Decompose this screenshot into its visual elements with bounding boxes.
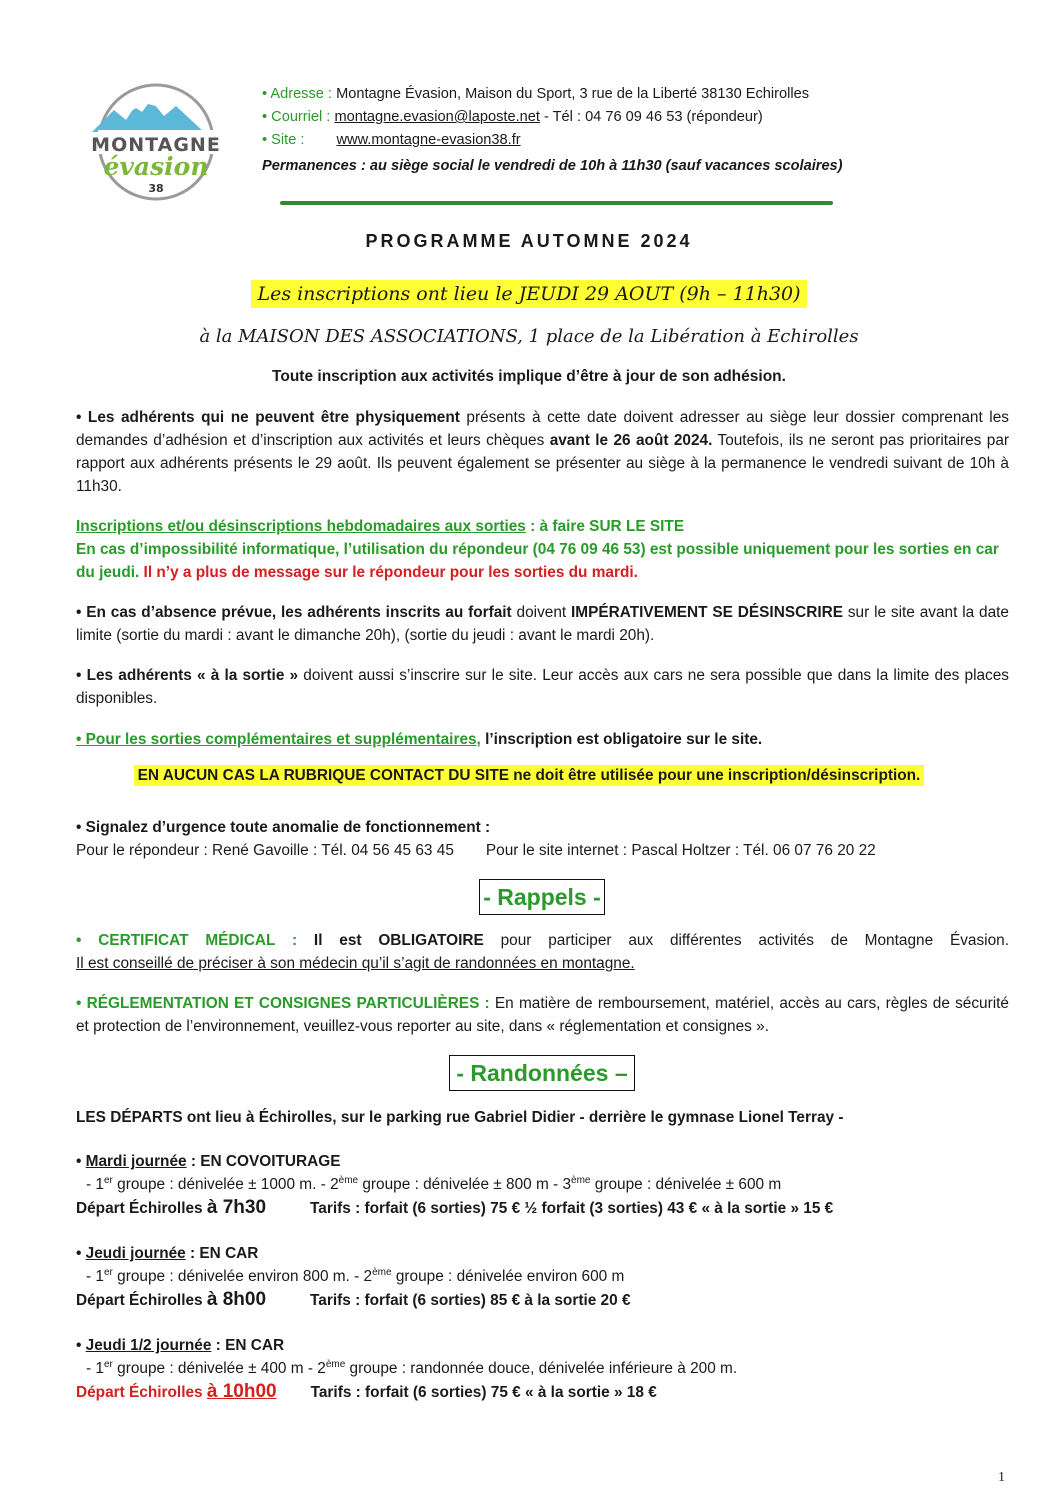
header-divider [280, 201, 833, 205]
p7-bold: Il est OBLIGATOIRE [297, 932, 484, 949]
paragraph-absent-members [76, 406, 1009, 498]
inscription-date-text: Les inscriptions ont lieu le JEUDI 29 AOUT (9h – 11h30) [251, 280, 806, 308]
email-link[interactable]: montagne.evasion@laposte.net [334, 109, 540, 125]
p7-green: • CERTIFICAT MÉDICAL : [76, 932, 298, 949]
jeudi-demi-depart-time: à 10h00 [206, 1381, 277, 1402]
p1-text-2: Toutefois, ils ne seront pas prioritaires par rapport aux adhérents présents le 29 août. Ils peuvent également se présenter au siège à la permanence le vendredi suivant de 10h à 11h30. [76, 432, 1010, 495]
paragraph-reglementation [76, 992, 1009, 1038]
jeudi-section: • Jeudi journée : EN CAR - 1er groupe : dénivelée environ 800 m. - 2ème groupe : dénivelée environ 600 m Départ Échirolles à 8h00 Tarifs : forfait (6 sorties) 85 € à la sortie 20 € [76, 1242, 1009, 1312]
jeudi-demi-heading: Jeudi 1/2 journée [85, 1337, 212, 1354]
paragraph-certificat [76, 929, 1009, 975]
p2-text: En cas d’impossibilité informatique, l’utilisation du répondeur (04 76 09 46 53) est possible uniquement pour les sorties en car du jeudi. [76, 541, 999, 581]
montagne-evasion-logo [84, 82, 228, 202]
jeudi-demi-section: • Jeudi 1/2 journée : EN CAR - 1er groupe : dénivelée ± 400 m - 2ème groupe : randonnée douce, dénivelée inférieure à 200 m. Départ Échirolles à 10h00 Tarifs : forfait (6 sorties) 75 € « à la sortie » 18 € [76, 1334, 1009, 1404]
p8-text: En matière de remboursement, matériel, accès au cars, règles de sécurité et protection de l’environnement, veuillez-vous reporter au site, dans « réglementation et consignes ». [76, 995, 1009, 1035]
adhesion-note: Toute inscription aux activités implique d’être à jour de son adhésion. [272, 368, 786, 385]
p1-text: présents à cette date doivent adresser au siège leur dossier comprenant les demandes d’adhésion et d’inscription aux activités et leurs chèques [76, 409, 1009, 449]
jeudi-tarifs: Tarifs : forfait (6 sorties) 85 € à la sortie 20 € [310, 1292, 631, 1309]
paragraph-anomalies [76, 816, 1009, 862]
jeudi-groups: - 1er groupe : dénivelée environ 800 m. - 2ème groupe : dénivelée environ 600 m [86, 1266, 625, 1285]
p1-bold: • Les adhérents qui ne peuvent être physiquement [76, 409, 460, 426]
departs-text: LES DÉPARTS ont lieu à Échirolles, sur le parking rue Gabriel Didier - derrière le gymnase Lionel Terray - [76, 1109, 844, 1126]
p4-bold: • Les adhérents « à la sortie » [76, 667, 299, 684]
address-label: • Adresse : [262, 86, 333, 102]
phone-text: - Tél : 04 76 09 46 53 (répondeur) [539, 109, 763, 125]
email-label: • Courriel : [262, 109, 331, 125]
site-label: • Site : [262, 132, 305, 148]
mardi-depart: Départ Échirolles à 7h30 Tarifs : forfait (6 sorties) 75 € ½ forfait (3 sorties) 43 € « à la sortie » 15 € [76, 1197, 834, 1218]
p3-text-2: sur le site avant la date limite (sortie du mardi : avant le dimanche 20h), (sortie du jeudi : avant le mardi 20h). [76, 604, 1009, 644]
address-line [262, 83, 843, 106]
paragraph-weekly-inscriptions [76, 515, 1009, 584]
mardi-tarifs: Tarifs : forfait (6 sorties) 75 € ½ forfait (3 sorties) 43 € « à la sortie » 15 € [310, 1200, 834, 1217]
permanences-text: Permanences : au siège social le vendredi de 10h à 11h30 (sauf vacances scolaires) [262, 158, 843, 174]
email-line [262, 106, 843, 129]
jeudi-demi-tarifs: Tarifs : forfait (6 sorties) 75 € « à la sortie » 18 € [310, 1384, 657, 1401]
p7-text: pour participer aux différentes activités de Montagne Évasion. [483, 932, 1009, 949]
p6-repondeur: Pour le répondeur : René Gavoille : Tél. 04 56 45 63 45 [76, 842, 454, 859]
page-number: 1 [998, 1470, 1005, 1485]
logo-text-38: 38 [148, 182, 164, 195]
p7-underlined: Il est conseillé de préciser à son médecin qu’il s’agit de randonnées en montagne. [76, 955, 635, 972]
p5-text: l’inscription est obligatoire sur le site. [480, 731, 763, 748]
inscription-place: à la MAISON DES ASSOCIATIONS, 1 place de la Libération à Echirolles [199, 326, 859, 347]
site-line [262, 129, 843, 152]
inscription-date [0, 283, 1058, 305]
jeudi-depart-time: à 8h00 [206, 1289, 267, 1310]
p3-text: doivent [511, 604, 572, 621]
site-link[interactable]: www.montagne-evasion38.fr [336, 132, 521, 148]
paragraph-absence [76, 601, 1009, 647]
p2-heading-suffix: : à faire SUR LE SITE [525, 518, 685, 535]
mardi-mode: : EN COVOITURAGE [186, 1153, 341, 1170]
p3-bold: • En cas d’absence prévue, les adhérents inscrits au forfait [76, 604, 512, 621]
p8-green: • RÉGLEMENTATION ET CONSIGNES PARTICULIÈRES : [76, 995, 490, 1012]
address-value: Montagne Évasion, Maison du Sport, 3 rue de la Liberté 38130 Echirolles [336, 86, 810, 102]
randonnees-heading: - Randonnées – [449, 1055, 635, 1091]
mardi-section: • Mardi journée : EN COVOITURAGE - 1er groupe : dénivelée ± 1000 m. - 2ème groupe : dénivelée ± 800 m - 3ème groupe : dénivelée ± 600 m Départ Échirolles à 7h30 Tarifs : forfait (6 sorties) 75 € ½ forfait (3 sorties) 43 € « à la sortie » 15 € [76, 1150, 1009, 1220]
paragraph-a-la-sortie [76, 664, 1009, 710]
jeudi-demi-groups: - 1er groupe : dénivelée ± 400 m - 2ème groupe : randonnée douce, dénivelée inférieure à 200 m. [86, 1358, 738, 1377]
p5-green: • Pour les sorties complémentaires et supplémentaires, [76, 731, 481, 748]
p2-heading: Inscriptions et/ou désinscriptions hebdomadaires aux sorties [76, 518, 526, 535]
contact-block [262, 83, 843, 178]
jeudi-depart: Départ Échirolles à 8h00 Tarifs : forfait (6 sorties) 85 € à la sortie 20 € [76, 1289, 631, 1310]
paragraph-complementary [76, 728, 1009, 751]
mardi-heading: Mardi journée [85, 1153, 187, 1170]
mardi-groups: - 1er groupe : dénivelée ± 1000 m. - 2ème groupe : dénivelée ± 800 m - 3ème groupe : dénivelée ± 600 m [86, 1174, 782, 1193]
jeudi-demi-depart: Départ Échirolles à 10h00 Tarifs : forfait (6 sorties) 75 € « à la sortie » 18 € [76, 1381, 657, 1402]
jeudi-mode: : EN CAR [185, 1245, 259, 1262]
mardi-depart-time: à 7h30 [206, 1197, 267, 1218]
p1-deadline: avant le 26 août 2024. [549, 432, 713, 449]
page-title: PROGRAMME AUTOMNE 2024 [365, 231, 693, 251]
p4-text: doivent aussi s’inscrire sur le site. Leur accès aux cars ne sera possible que dans la limite des places disponibles. [76, 667, 1009, 707]
jeudi-heading: Jeudi journée [85, 1245, 186, 1262]
jeudi-demi-mode: : EN CAR [211, 1337, 285, 1354]
p6-site: Pour le site internet : Pascal Holtzer : Tél. 06 07 76 20 22 [485, 842, 876, 859]
p6-heading: • Signalez d’urgence toute anomalie de fonctionnement : [76, 819, 491, 836]
logo-text-evasion: évasion [103, 152, 209, 181]
p3-imperative: IMPÉRATIVEMENT SE DÉSINSCRIRE [571, 604, 843, 621]
logo-text-montagne: MONTAGNE [91, 134, 221, 156]
contact-warning-text: EN AUCUN CAS LA RUBRIQUE CONTACT DU SITE ne doit être utilisée pour une inscription/désinscription. [134, 765, 925, 786]
rappels-heading: - Rappels - [479, 879, 605, 915]
p2-red-warning: Il n’y a plus de message sur le répondeur pour les sorties du mardi. [139, 564, 638, 581]
contact-warning [0, 767, 1058, 785]
